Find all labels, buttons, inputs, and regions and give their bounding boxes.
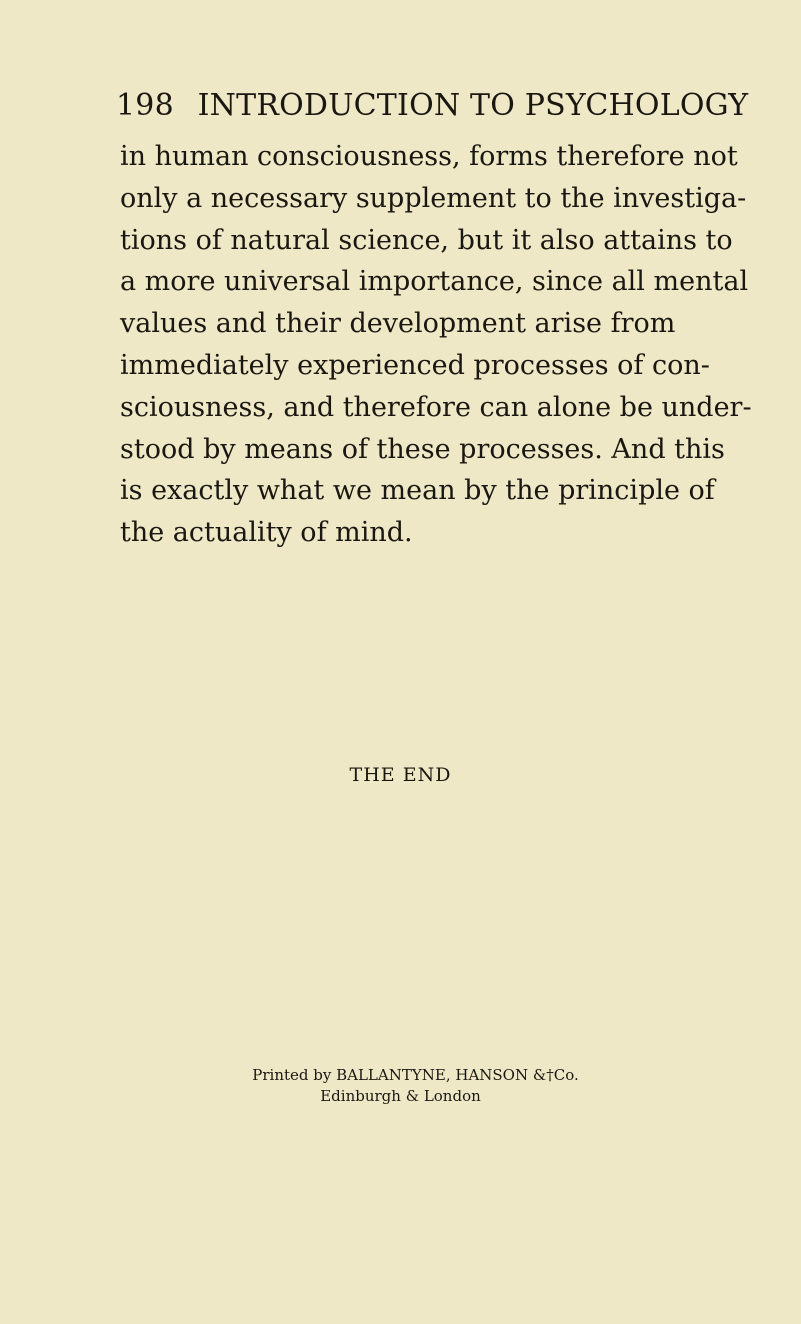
running-head bbox=[116, 86, 749, 126]
printer-line: Printed by BALLANTYNE, HANSON &†Co. bbox=[252, 1066, 579, 1084]
printer-imprint bbox=[0, 1065, 801, 1107]
running-title: INTRODUCTION TO PSYCHOLOGY bbox=[197, 88, 749, 123]
text-line: is exactly what we mean by the principle of bbox=[120, 475, 715, 507]
printer-location-line: Edinburgh & London bbox=[320, 1087, 481, 1105]
text-line: only a necessary supplement to the investiga- bbox=[120, 182, 747, 214]
body-paragraph bbox=[120, 136, 752, 554]
page-number: 198 bbox=[116, 88, 174, 123]
text-line: tions of natural science, but it also attains to bbox=[120, 224, 733, 256]
text-line: in human consciousness, forms therefore not bbox=[120, 141, 738, 172]
text-line: sciousness, and therefore can alone be under- bbox=[120, 391, 752, 423]
text-line: stood by means of these processes. And this bbox=[120, 433, 725, 465]
text-line: immediately experienced processes of con- bbox=[120, 349, 710, 381]
text-line: values and their development arise from bbox=[120, 308, 676, 340]
text-line: a more universal importance, since all mental bbox=[120, 266, 749, 298]
the-end-mark: THE END bbox=[349, 764, 452, 786]
text-line: the actuality of mind. bbox=[120, 517, 413, 549]
